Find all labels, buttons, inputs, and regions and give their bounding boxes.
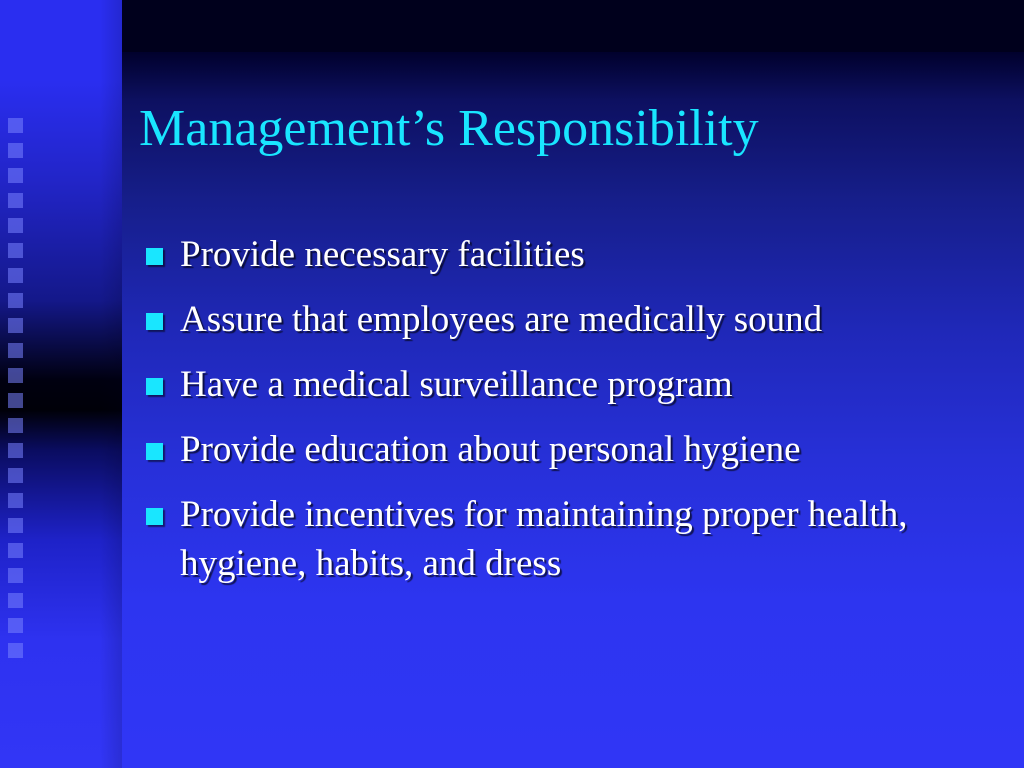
square-bullet-icon [146,313,163,330]
square-bullet-icon [146,443,163,460]
square-bullet-icon [146,378,163,395]
top-dark-bar [122,0,1024,52]
square-bullet-icon [146,248,163,265]
bullet-text: Provide education about personal hygiene [180,429,801,470]
slide-title: Management’s Responsibility [139,100,759,157]
bullet-item [146,295,1006,344]
decorative-squares [8,118,28,658]
bullet-item [146,360,1006,409]
bullet-item [146,230,1006,279]
bullet-text: Provide necessary facilities [180,234,585,275]
square-bullet-icon [146,508,163,525]
bullet-text: Have a medical surveillance program [180,364,733,405]
bullet-item [146,490,1006,588]
bullet-list [146,230,1006,604]
bullet-text: Assure that employees are medically sound [180,299,823,340]
bullet-text: Provide incentives for maintaining proper health, hygiene, habits, and dress [180,494,908,584]
bullet-item [146,425,1006,474]
